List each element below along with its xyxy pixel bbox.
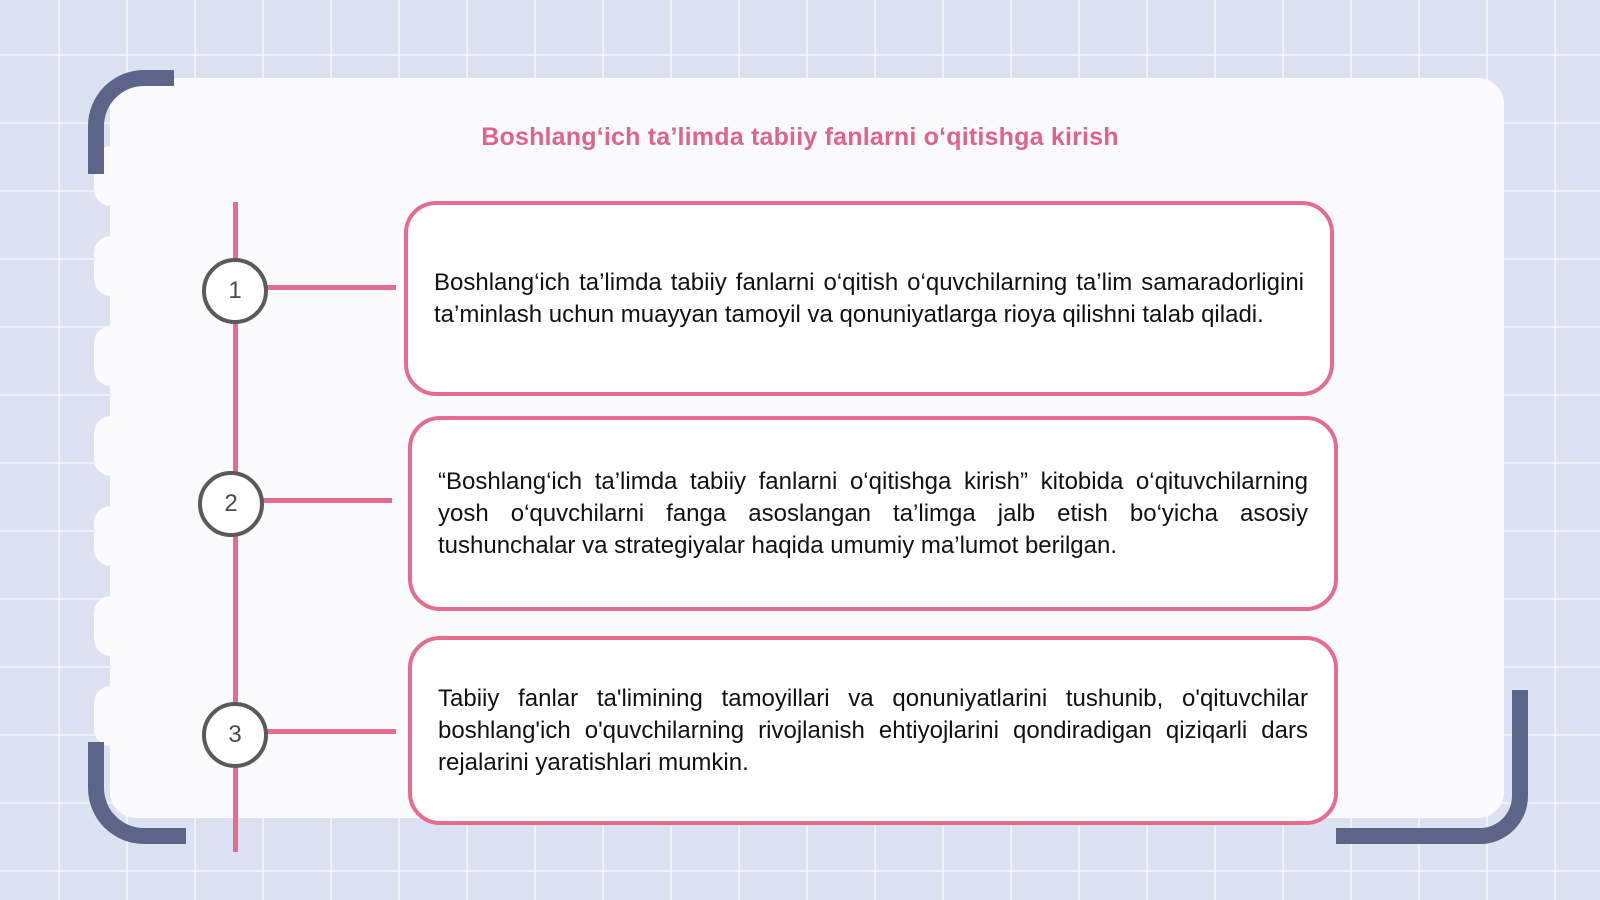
timeline-connector xyxy=(266,285,396,290)
frame-corner-top-left xyxy=(88,70,174,174)
timeline-number-3: 3 xyxy=(202,702,268,768)
timeline-text-3: Tabiiy fanlar ta'limining tamoyillari va qonuniyatlarini tushunib, o'qituvchilar boshlang'ich o'quvchilarning rivojlanish ehtiyojlarini qondiradigan qiziqarli dars rejalarini yaratishlari mumkin. xyxy=(438,684,1308,776)
timeline-number-1: 1 xyxy=(202,258,268,324)
card-scallop xyxy=(94,506,128,566)
timeline-box-2 xyxy=(408,416,1338,611)
timeline-number-2: 2 xyxy=(198,471,264,537)
timeline-text-2: “Boshlang‘ich ta’limda tabiiy fanlarni o‘qitishga kirish” kitobida o‘qituvchilarning yosh o‘quvchilarni fanga asoslangan ta’limga jalb etish bo‘yicha asosiy tushunchalar va strategiyalar haqida umumiy ma’lumot berilgan. xyxy=(438,467,1308,559)
card-scallop xyxy=(94,686,128,746)
card-scallop xyxy=(94,596,128,656)
timeline-box-1 xyxy=(404,201,1334,396)
slide-title: Boshlang‘ich ta’limda tabiiy fanlarni o‘qitishga kirish xyxy=(481,123,1119,151)
timeline-box-3 xyxy=(408,636,1338,825)
timeline-connector xyxy=(266,729,396,734)
frame-corner-bottom-right xyxy=(1336,690,1528,844)
card-scallop xyxy=(94,236,128,296)
card-scallop xyxy=(94,416,128,476)
timeline-connector xyxy=(262,498,392,503)
frame-corner-bottom-left xyxy=(88,742,186,844)
card-scallop xyxy=(94,326,128,386)
timeline-text-1: Boshlang‘ich ta’limda tabiiy fanlarni o‘qitish o‘quvchilarning ta’lim samaradorligini ta’minlash uchun muayyan tamoyil va qonuniyatlarga rioya qilishni talab qiladi. xyxy=(434,268,1304,328)
